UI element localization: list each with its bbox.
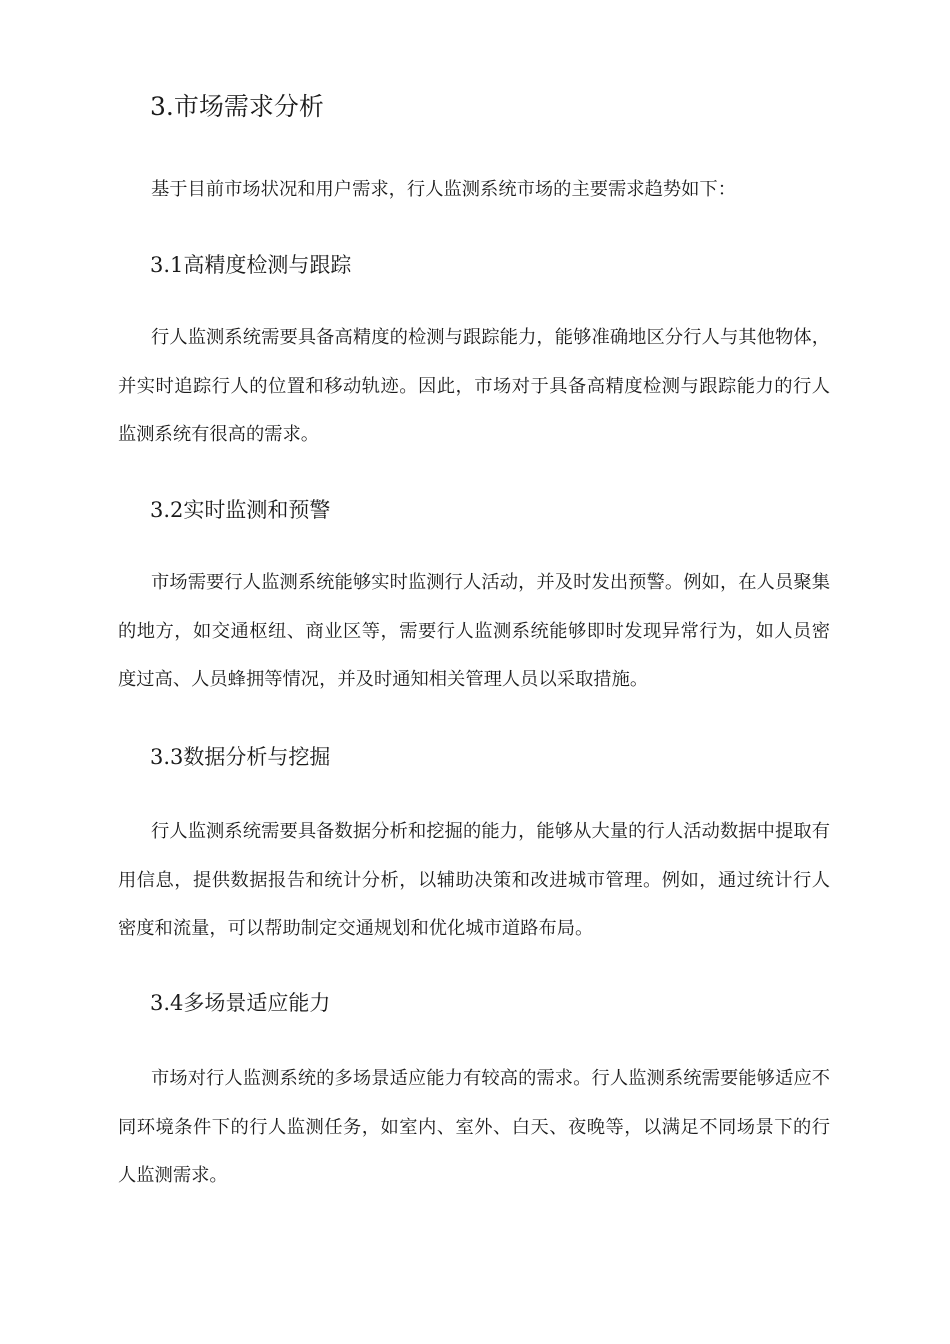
intro-paragraph: 基于目前市场状况和用户需求，行人监测系统市场的主要需求趋势如下： (151, 179, 736, 200)
subsection-body-3-4: 市场对行人监测系统的多场景适应能力有较高的需求。行人监测系统需要能够适应不同环境条件下的行人监测任务，如室内、室外、白天、夜晚等，以满足不同场景下的行人监测需求。 (118, 1068, 830, 1186)
section-title: 3.市场需求分析 (150, 92, 324, 121)
subsection-heading-3-1: 3.1高精度检测与跟踪 (150, 253, 352, 277)
subsection-heading-3-3: 3.3数据分析与挖掘 (150, 745, 331, 769)
subsection-body-3-2: 市场需要行人监测系统能够实时监测行人活动，并及时发出预警。例如，在人员聚集的地方，如交通枢纽、商业区等，需要行人监测系统能够即时发现异常行为，如人员密度过高、人员蜂拥等情况，并及时通知相关管理人员以采取措施。 (118, 572, 830, 690)
subsection-heading-3-4: 3.4多场景适应能力 (150, 991, 331, 1015)
subsection-body-3-1: 行人监测系统需要具备高精度的检测与跟踪能力，能够准确地区分行人与其他物体，并实时追踪行人的位置和移动轨迹。因此，市场对于具备高精度检测与跟踪能力的行人监测系统有很高的需求。 (118, 327, 830, 445)
subsection-heading-3-2: 3.2实时监测和预警 (150, 498, 331, 522)
subsection-body-3-3: 行人监测系统需要具备数据分析和挖掘的能力，能够从大量的行人活动数据中提取有用信息，提供数据报告和统计分析，以辅助决策和改进城市管理。例如，通过统计行人密度和流量，可以帮助制定交通规划和优化城市道路布局。 (118, 821, 830, 939)
